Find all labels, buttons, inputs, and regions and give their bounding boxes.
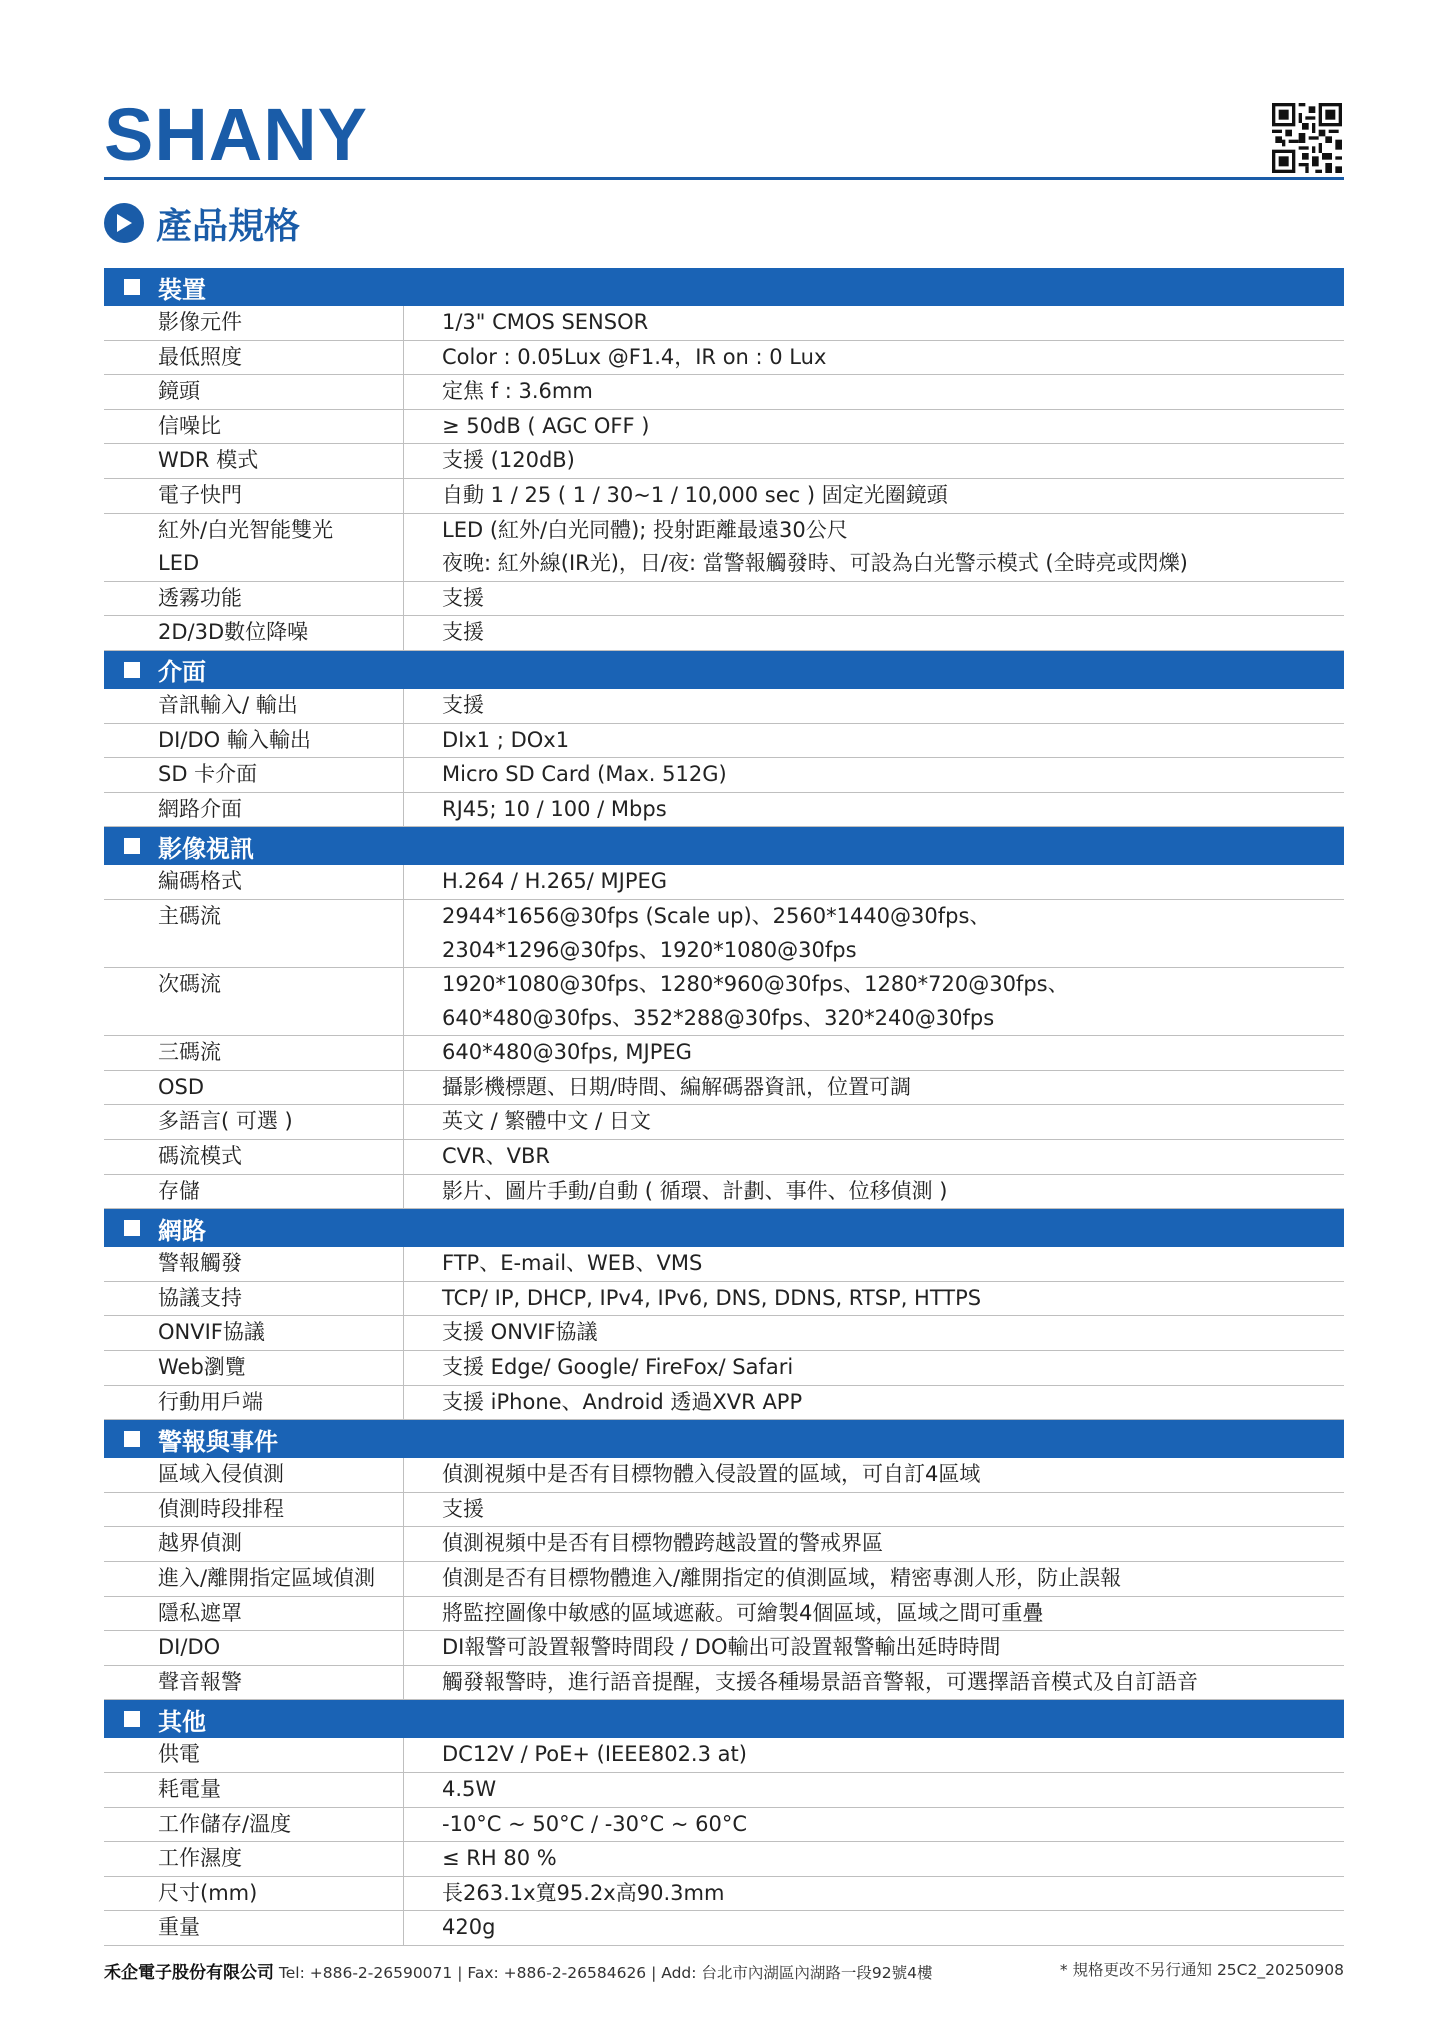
spec-row bbox=[104, 1808, 1344, 1843]
spec-value: FTP、E-mail、WEB、VMS bbox=[442, 1251, 703, 1276]
spec-row bbox=[104, 1316, 1344, 1351]
spec-value: 支援 ONVIF協議 bbox=[442, 1320, 598, 1345]
spec-value: RJ45; 10 / 100 / Mbps bbox=[442, 796, 667, 821]
spec-row bbox=[104, 1493, 1344, 1528]
spec-label: 越界偵測 bbox=[104, 1527, 404, 1561]
spec-row bbox=[104, 1666, 1344, 1701]
spec-label: 存儲 bbox=[104, 1175, 404, 1209]
spec-label: SD 卡介面 bbox=[104, 758, 404, 792]
spec-value: DIx1 ; DOx1 bbox=[442, 727, 570, 752]
spec-row bbox=[104, 1877, 1344, 1912]
spec-change-note: * 規格更改不另行通知 25C2_20250908 bbox=[1059, 1961, 1344, 1979]
spec-label: 隱私遮罩 bbox=[104, 1597, 404, 1631]
spec-table bbox=[104, 268, 1344, 1946]
contact-info: Tel: +886-2-26590071 | Fax: +886-2-26584626 | Add: 台北市內湖區內湖路一段92號4樓 bbox=[274, 1964, 933, 1982]
spec-row bbox=[104, 1911, 1344, 1946]
spec-label: 音訊輸入/ 輸出 bbox=[104, 689, 404, 723]
footer-contact-line bbox=[104, 1958, 933, 1983]
spec-value: 支援 iPhone、Android 透過XVR APP bbox=[442, 1389, 803, 1414]
spec-row bbox=[104, 444, 1344, 479]
section-title: 裝置 bbox=[158, 275, 206, 304]
spec-label: 工作儲存/溫度 bbox=[104, 1808, 404, 1842]
spec-row bbox=[104, 865, 1344, 900]
spec-value: 偵測是否有目標物體進入/離開指定的偵測區域，精密專測人形，防止誤報 bbox=[442, 1566, 1122, 1590]
spec-value: 定焦 f : 3.6mm bbox=[442, 379, 593, 404]
qr-code bbox=[1272, 103, 1342, 173]
spec-label: 影像元件 bbox=[104, 306, 404, 340]
spec-row bbox=[104, 1773, 1344, 1808]
spec-value: 支援 (120dB) bbox=[442, 448, 575, 473]
spec-value: 偵測視頻中是否有目標物體跨越設置的警戒界區 bbox=[442, 1531, 883, 1556]
spec-label: 偵測時段排程 bbox=[104, 1493, 404, 1527]
spec-value: 支援 bbox=[442, 1496, 484, 1521]
spec-row bbox=[104, 410, 1344, 445]
square-icon bbox=[124, 838, 140, 854]
play-icon bbox=[104, 203, 144, 243]
spec-value: DC12V / PoE+ (IEEE802.3 at) bbox=[442, 1742, 747, 1767]
spec-value: 長263.1x寬95.2x高90.3mm bbox=[442, 1880, 725, 1905]
spec-row bbox=[104, 582, 1344, 617]
spec-label: DI/DO 輸入輸出 bbox=[104, 724, 404, 758]
section-title: 網路 bbox=[158, 1216, 206, 1245]
spec-row bbox=[104, 1386, 1344, 1421]
spec-row bbox=[104, 514, 1344, 582]
spec-label: 供電 bbox=[104, 1738, 404, 1772]
square-icon bbox=[124, 1431, 140, 1447]
spec-value: 2944*1656@30fps (Scale up)、2560*1440@30fps、 2304*1296@30fps、1920*1080@30fps bbox=[442, 903, 991, 962]
spec-label: 信噪比 bbox=[104, 410, 404, 444]
spec-row bbox=[104, 1597, 1344, 1632]
spec-row bbox=[104, 1071, 1344, 1106]
spec-value: 觸發報警時，進行語音提醒，支援各種場景語音警報，可選擇語音模式及自訂語音 bbox=[442, 1669, 1198, 1694]
spec-value: CVR、VBR bbox=[442, 1144, 550, 1169]
spec-value: 640*480@30fps, MJPEG bbox=[442, 1040, 692, 1065]
spec-row bbox=[104, 1175, 1344, 1210]
spec-label: OSD bbox=[104, 1071, 404, 1105]
header-rule bbox=[104, 177, 1344, 180]
brand-logo: SHANY bbox=[104, 93, 369, 176]
spec-label: 區域入侵偵測 bbox=[104, 1458, 404, 1492]
spec-row bbox=[104, 758, 1344, 793]
section-title: 警報與事件 bbox=[158, 1427, 278, 1456]
spec-value: 支援 bbox=[442, 585, 484, 610]
spec-label: 電子快門 bbox=[104, 479, 404, 513]
spec-value: -10°C ~ 50°C / -30°C ~ 60°C bbox=[442, 1811, 748, 1836]
section-header bbox=[104, 1420, 1344, 1458]
spec-value: 1/3" CMOS SENSOR bbox=[442, 310, 649, 334]
spec-row bbox=[104, 1527, 1344, 1562]
spec-value: Color : 0.05Lux @F1.4，IR on : 0 Lux bbox=[442, 344, 827, 369]
spec-row bbox=[104, 900, 1344, 968]
section-header bbox=[104, 651, 1344, 689]
spec-value: H.264 / H.265/ MJPEG bbox=[442, 869, 668, 894]
square-icon bbox=[124, 1220, 140, 1236]
spec-row bbox=[104, 1247, 1344, 1282]
spec-row bbox=[104, 1351, 1344, 1386]
company-name: 禾企電子股份有限公司 bbox=[104, 1963, 274, 1983]
section-title: 介面 bbox=[158, 658, 206, 687]
spec-label: 行動用戶端 bbox=[104, 1386, 404, 1420]
spec-row bbox=[104, 1282, 1344, 1317]
square-icon bbox=[124, 279, 140, 295]
spec-value: 支援 Edge/ Google/ FireFox/ Safari bbox=[442, 1355, 794, 1380]
spec-label: 尺寸(mm) bbox=[104, 1877, 404, 1911]
section-header bbox=[104, 268, 1344, 306]
spec-value: 偵測視頻中是否有目標物體入侵設置的區域，可自訂4區域 bbox=[442, 1462, 981, 1487]
square-icon bbox=[124, 1711, 140, 1727]
spec-label: 次碼流 bbox=[104, 968, 404, 1035]
spec-value: 自動 1 / 25 ( 1 / 30~1 / 10,000 sec ) 固定光圈鏡頭 bbox=[442, 482, 948, 507]
spec-value: 攝影機標題、日期/時間、編解碼器資訊，位置可調 bbox=[442, 1074, 912, 1099]
spec-label: 工作濕度 bbox=[104, 1842, 404, 1876]
spec-label: 三碼流 bbox=[104, 1036, 404, 1070]
spec-label: 聲音報警 bbox=[104, 1666, 404, 1700]
spec-label: 最低照度 bbox=[104, 341, 404, 375]
spec-row bbox=[104, 1036, 1344, 1071]
spec-label: Web瀏覽 bbox=[104, 1351, 404, 1385]
spec-value: 420g bbox=[442, 1915, 496, 1940]
spec-label: 警報觸發 bbox=[104, 1247, 404, 1281]
spec-value: DI報警可設置報警時間段 / DO輸出可設置報警輸出延時時間 bbox=[442, 1635, 1001, 1660]
spec-row bbox=[104, 341, 1344, 376]
section-header bbox=[104, 1209, 1344, 1247]
spec-label: 協議支持 bbox=[104, 1282, 404, 1316]
spec-value: 1920*1080@30fps、1280*960@30fps、1280*720@30fps、 640*480@30fps、352*288@30fps、320*240@30fps bbox=[442, 972, 1069, 1030]
spec-label: 碼流模式 bbox=[104, 1140, 404, 1174]
spec-row bbox=[104, 1738, 1344, 1773]
square-icon bbox=[124, 662, 140, 678]
spec-value: 4.5W bbox=[442, 1776, 497, 1801]
spec-row bbox=[104, 375, 1344, 410]
spec-label: 編碼格式 bbox=[104, 865, 404, 899]
spec-label: WDR 模式 bbox=[104, 444, 404, 478]
section-title: 其他 bbox=[158, 1707, 206, 1736]
section-header bbox=[104, 1700, 1344, 1738]
spec-row bbox=[104, 724, 1344, 759]
section-title: 影像視訊 bbox=[158, 834, 254, 863]
spec-row bbox=[104, 306, 1344, 341]
spec-value: ≥ 50dB ( AGC OFF ) bbox=[442, 413, 650, 438]
spec-value: 支援 bbox=[442, 620, 484, 645]
spec-row bbox=[104, 968, 1344, 1036]
spec-label: 耗電量 bbox=[104, 1773, 404, 1807]
page-title: 產品規格 bbox=[156, 205, 301, 247]
spec-row bbox=[104, 1105, 1344, 1140]
spec-row bbox=[104, 616, 1344, 651]
spec-value: 影片、圖片手動/自動 ( 循環、計劃、事件、位移偵測 ) bbox=[442, 1178, 948, 1203]
spec-label: 多語言( 可選 ) bbox=[104, 1105, 404, 1139]
spec-row bbox=[104, 793, 1344, 828]
spec-label: 紅外/白光智能雙光 LED bbox=[104, 514, 404, 581]
spec-value: LED (紅外/白光同體); 投射距離最遠30公尺 夜晚: 紅外線(IR光)，日/夜: 當警報觸發時、可設為白光警示模式 (全時亮或閃爍) bbox=[442, 517, 1188, 576]
spec-label: ONVIF協議 bbox=[104, 1316, 404, 1350]
spec-label: 進入/離開指定區域偵測 bbox=[104, 1562, 404, 1596]
spec-value: TCP/ IP, DHCP, IPv4, IPv6, DNS, DDNS, RTSP, HTTPS bbox=[442, 1285, 982, 1310]
spec-row bbox=[104, 479, 1344, 514]
page-heading bbox=[104, 202, 301, 247]
spec-value: ≤ RH 80 % bbox=[442, 1846, 557, 1871]
spec-label: 主碼流 bbox=[104, 900, 404, 967]
spec-row bbox=[104, 1631, 1344, 1666]
spec-value: 將監控圖像中敏感的區域遮蔽。可繪製4個區域，區域之間可重疊 bbox=[442, 1600, 1044, 1625]
spec-value: Micro SD Card (Max. 512G) bbox=[442, 762, 727, 787]
spec-label: 網路介面 bbox=[104, 793, 404, 827]
spec-row bbox=[104, 1458, 1344, 1493]
spec-label: 重量 bbox=[104, 1911, 404, 1945]
spec-row bbox=[104, 1140, 1344, 1175]
spec-label: 透霧功能 bbox=[104, 582, 404, 616]
section-header bbox=[104, 827, 1344, 865]
spec-label: DI/DO bbox=[104, 1631, 404, 1665]
spec-row bbox=[104, 689, 1344, 724]
spec-label: 2D/3D數位降噪 bbox=[104, 616, 404, 650]
spec-value: 英文 / 繁體中文 / 日文 bbox=[442, 1109, 651, 1134]
spec-row bbox=[104, 1562, 1344, 1597]
spec-value: 支援 bbox=[442, 692, 484, 717]
spec-label: 鏡頭 bbox=[104, 375, 404, 409]
spec-row bbox=[104, 1842, 1344, 1877]
